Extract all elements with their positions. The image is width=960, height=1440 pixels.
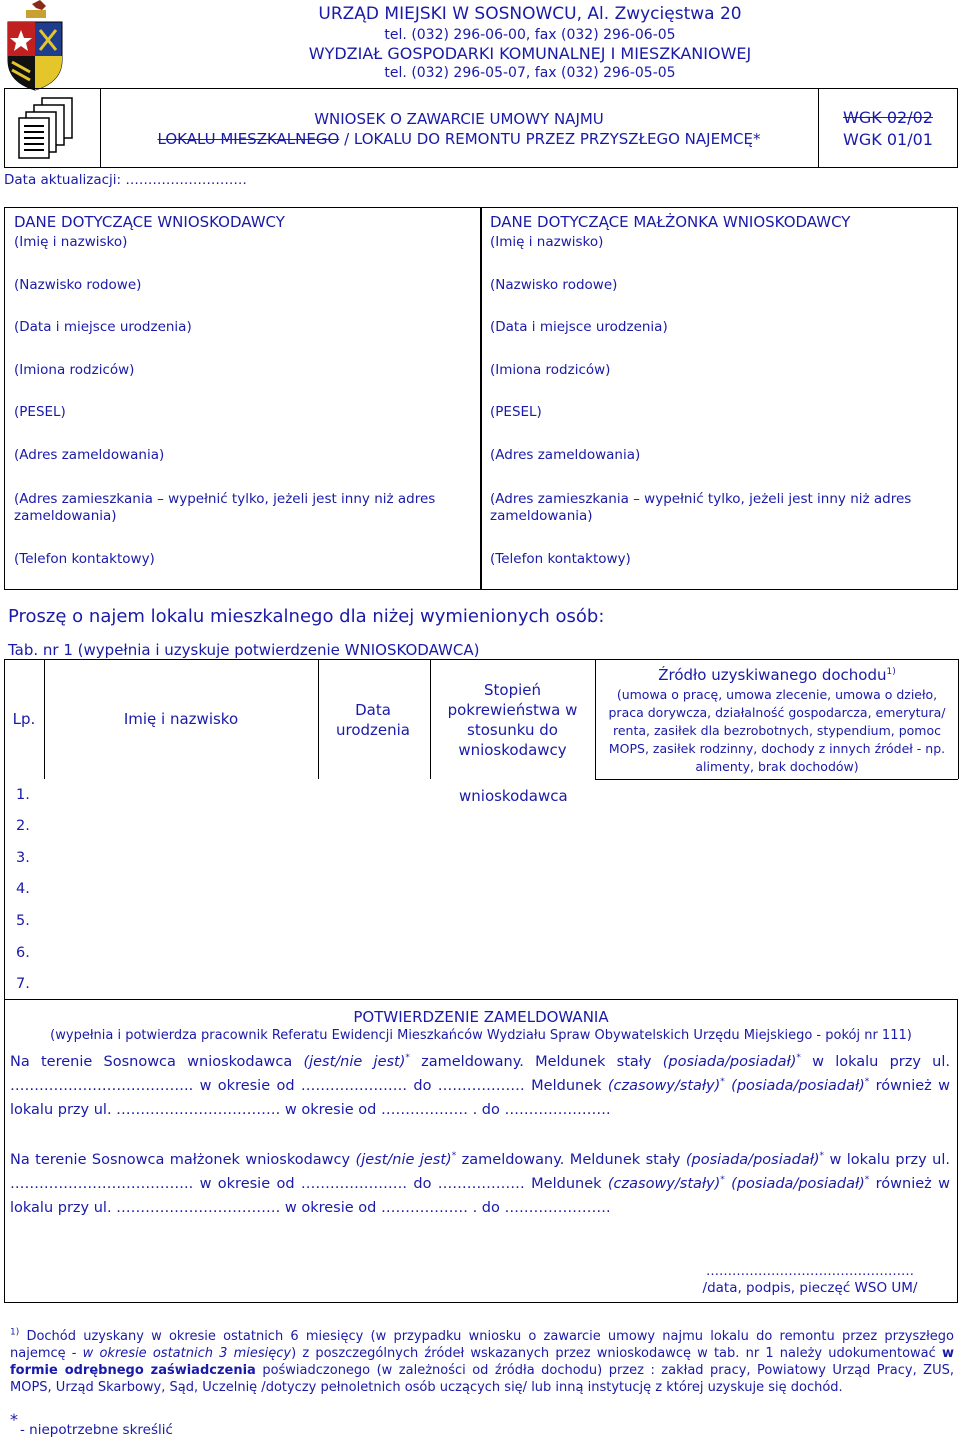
form-title-box (4, 88, 958, 168)
table-caption: Tab. nr 1 (wypełnia i uzyskuje potwierdzenie WNIOSKODAWCA) (8, 641, 480, 659)
p2-text: Na terenie Sosnowca małżonek wnioskodawcy (10, 1152, 356, 1168)
spouse-registration-paragraph (10, 1148, 950, 1220)
applicant-field-parents[interactable]: (Imiona rodziców) (14, 362, 135, 378)
table-row-number: 1. (16, 787, 30, 803)
table-row-number: 4. (16, 881, 30, 897)
footnote-star: * (405, 1053, 410, 1064)
table-header-bottom (595, 779, 958, 780)
footnote-text: Dochód uzyskany w okresie ostatnich 6 miesięcy (w przypadku wniosku o zawarcie umowy najmu lokalu do remontu przez przyszłego najemcę - (10, 1329, 954, 1361)
col-header-lp: Lp. (12, 710, 36, 728)
footnote-text: ) z poszczególnych źródeł wskazanych przez wnioskodawcę w tab. nr 1 należy udokumentować (291, 1346, 942, 1361)
applicant-registration-paragraph (10, 1050, 950, 1122)
table-col-divider-name (318, 659, 319, 779)
department-phone: tel. (032) 296-05-07, fax (032) 296-05-05 (384, 65, 676, 81)
footnote-star-text: - niepotrzebne skreślić (20, 1422, 173, 1438)
footnote-text-bold: w formie odrębnego zaświadczenia (10, 1346, 954, 1378)
applicant-field-maiden-name[interactable]: (Nazwisko rodowe) (14, 277, 142, 293)
form-subtitle-rest: / LOKALU DO REMONTU PRZEZ PRZYSZŁEGO NAJEMCĘ* (339, 130, 761, 148)
table-row-number: 5. (16, 913, 30, 929)
p2-option-type[interactable]: (czasowy/stały) (607, 1176, 721, 1192)
footnote-text-italic: w okresie ostatnich 3 miesięcy (82, 1346, 292, 1361)
col-header-income-desc: (umowa o pracę, umowa zlecenie, umowa o dzieło, praca dorywcza, działalność gospodarcza, emerytura/ renta, zasiłek dla bezrobotnych, stypendium, pomoc MOPS, zasiłek rodzinny, dochody z innych źródeł - np. alimenty, brak dochodów) (608, 687, 946, 774)
spouse-heading: DANE DOTYCZĄCE MAŁŻONKA WNIOSKODAWCY (490, 213, 851, 231)
footnote-star: * (819, 1151, 825, 1162)
table-row-number: 2. (16, 818, 30, 834)
col-header-name: Imię i nazwisko (123, 710, 239, 728)
col-header-income-footnote-ref: 1) (886, 667, 896, 677)
request-text: Proszę o najem lokalu mieszkalnego dla niżej wymienionych osób: (8, 606, 605, 627)
col-header-income (600, 666, 954, 684)
update-date-label: Data aktualizacji: ……………………… (4, 172, 247, 188)
table-row-relation: wnioskodawca (459, 787, 568, 805)
footnote-star: * (720, 1175, 725, 1186)
applicant-heading: DANE DOTYCZĄCE WNIOSKODAWCY (14, 213, 285, 231)
department-name: WYDZIAŁ GOSPODARKI KOMUNALNEJ I MIESZKANIOWEJ (308, 44, 752, 63)
footnote-star: * (720, 1077, 725, 1088)
document-stack-icon (18, 96, 78, 160)
form-code: WGK 01/01 (843, 130, 933, 149)
footnote-star-marker: * (10, 1410, 18, 1429)
p1-text: Na terenie Sosnowca wnioskodawca (10, 1054, 304, 1070)
table-col-divider-birth (430, 659, 431, 779)
spouse-field-phone[interactable]: (Telefon kontaktowy) (490, 551, 631, 567)
applicant-data-box (4, 207, 481, 590)
p1-text: w lokalu przy ul. ……………………………….. w okresie od …………………. do ……………… Meldunek (10, 1054, 950, 1094)
spouse-field-residence-address[interactable]: (Adres zamieszkania – wypełnić tylko, jeżeli jest inny niż adres zameldowania) (490, 491, 912, 524)
footnote-star: * (864, 1175, 870, 1186)
spouse-field-maiden-name[interactable]: (Nazwisko rodowe) (490, 277, 618, 293)
signature-line[interactable]: ………………………………………… (706, 1264, 914, 1279)
col-header-relation: Stopień pokrewieństwa w stosunku do wnioskodawcy (447, 681, 578, 759)
form-code-struck: WGK 02/02 (843, 108, 933, 127)
p2-text: zameldowany. Meldunek stały (456, 1152, 686, 1168)
footnote-marker: 1) (10, 1327, 20, 1338)
p2-option-is[interactable]: (jest/nie jest) (355, 1152, 452, 1168)
spouse-data-box (481, 207, 958, 590)
p2-option-has-2[interactable]: (posiada/posiadał) (731, 1176, 865, 1192)
table-border-top (4, 659, 958, 660)
footnote-income (10, 1328, 954, 1396)
table-border-right (958, 659, 959, 779)
office-phone: tel. (032) 296-06-00, fax (032) 296-06-05 (384, 27, 676, 43)
spouse-field-pesel[interactable]: (PESEL) (490, 404, 542, 420)
applicant-field-residence-address[interactable]: (Adres zamieszkania – wypełnić tylko, jeżeli jest inny niż adres zameldowania) (14, 491, 436, 524)
spouse-field-parents[interactable]: (Imiona rodziców) (490, 362, 611, 378)
spouse-field-registered-address[interactable]: (Adres zameldowania) (490, 447, 641, 463)
form-subtitle-struck: LOKALU MIESZKALNEGO (157, 130, 340, 148)
p1-text: zameldowany. Meldunek stały (409, 1054, 663, 1070)
p1-option-is[interactable]: (jest/nie jest) (303, 1054, 406, 1070)
title-divider-right (818, 88, 819, 168)
p1-option-has[interactable]: (posiada/posiadał) (662, 1054, 797, 1070)
applicant-field-registered-address[interactable]: (Adres zameldowania) (14, 447, 165, 463)
footnote-star: * (796, 1053, 801, 1064)
p2-text: w lokalu przy ul. ……………………………….. w okresie od …………………. do ……………… Meldunek (10, 1152, 950, 1192)
p2-text: również w lokalu przy ul. ……………………………. w okresie od ……………… . do …………………. (10, 1176, 950, 1216)
p1-option-has-2[interactable]: (posiada/posiadał) (731, 1078, 865, 1094)
footnote-text: poświadczonego (w zależności od źródła dochodu) przez : zakład pracy, Powiatowy Urząd Pracy, ZUS, MOPS, Urząd Skarbowy, Sąd, Uczelnię /dotyczy pełnoletnich osób uczących się/ lub inną instytucję z której uzyskuje się dochód. (10, 1363, 954, 1395)
applicant-field-phone[interactable]: (Telefon kontaktowy) (14, 551, 155, 567)
p2-option-has[interactable]: (posiada/posiadał) (685, 1152, 820, 1168)
col-header-income-title: Źródło uzyskiwanego dochodu (658, 666, 887, 684)
table-col-divider-relation (595, 659, 596, 779)
table-row-number: 3. (16, 850, 30, 866)
footnote-star: * (864, 1077, 870, 1088)
p1-text: również w lokalu przy ul. ……………………………. w okresie od ……………… . do …………………. (10, 1078, 950, 1118)
applicant-field-pesel[interactable]: (PESEL) (14, 404, 66, 420)
p1-option-type[interactable]: (czasowy/stały) (607, 1078, 721, 1094)
form-title: WNIOSEK O ZAWARCIE UMOWY NAJMU (314, 110, 604, 128)
title-divider-left (100, 88, 101, 168)
applicant-field-birth[interactable]: (Data i miejsce urodzenia) (14, 319, 192, 335)
confirmation-heading: POTWIERDZENIE ZAMELDOWANIA (353, 1008, 609, 1026)
form-subtitle (100, 130, 818, 148)
confirmation-subheading: (wypełnia i potwierdza pracownik Referatu Ewidencji Mieszkańców Wydziału Spraw Obywatelskich Urzędu Miejskiego - pokój nr 111) (50, 1028, 912, 1043)
signature-label: /data, podpis, pieczęć WSO UM/ (702, 1280, 918, 1296)
applicant-field-name[interactable]: (Imię i nazwisko) (14, 234, 128, 250)
spouse-field-name[interactable]: (Imię i nazwisko) (490, 234, 604, 250)
footnote-star: * (451, 1151, 457, 1162)
office-name: URZĄD MIEJSKI W SOSNOWCU, Al. Zwycięstwa 20 (318, 4, 742, 24)
col-header-birth: Data urodzenia (335, 701, 410, 739)
table-row-number: 7. (16, 976, 30, 992)
table-row-number: 6. (16, 945, 30, 961)
city-coat-of-arms-logo (4, 0, 66, 92)
spouse-field-birth[interactable]: (Data i miejsce urodzenia) (490, 319, 668, 335)
